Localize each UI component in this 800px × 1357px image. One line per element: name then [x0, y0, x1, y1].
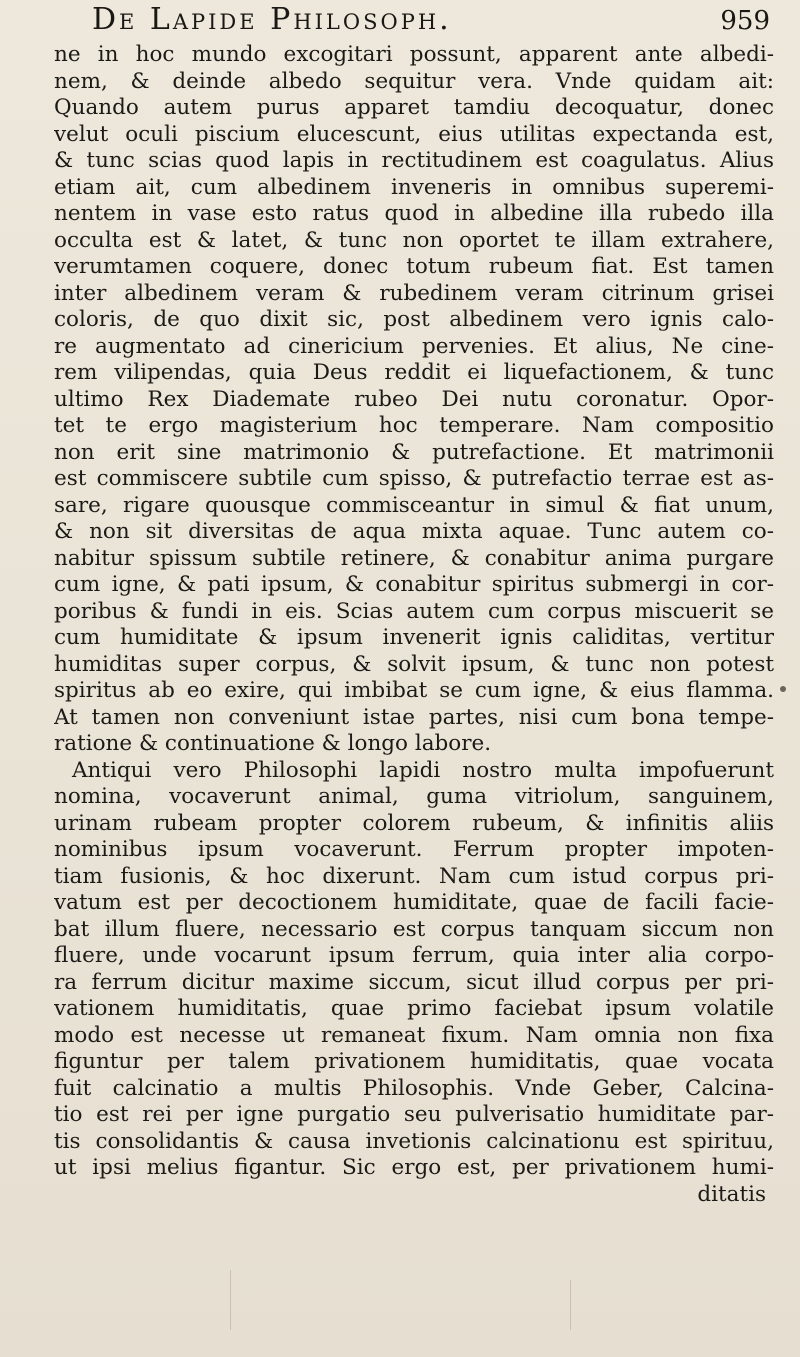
text-line: nem, & deinde albedo sequitur vera. Vnde quidam ait: [54, 68, 774, 94]
text-line: non erit sine matrimonio & putrefactione. Et matrimonii [54, 439, 774, 465]
text-line: velut oculi piscium elucescunt, eius utilitas expectanda est, [54, 121, 774, 147]
text-line: tis consolidantis & causa invetionis calcinationu est spirituu, [54, 1128, 774, 1154]
text-line: modo est necesse ut remaneat fixum. Nam omnia non fixa [54, 1022, 774, 1048]
text-line: est commiscere subtile cum spisso, & putrefactio terrae est as- [54, 466, 774, 491]
paper-mark [230, 1270, 231, 1330]
text-line: tio est rei per igne purgatio seu pulverisatio humiditate par- [54, 1102, 774, 1127]
text-line: etiam ait, cum albedinem inveneris in omnibus superemi- [54, 174, 774, 200]
page-header [60, 2, 770, 42]
text-line: humiditas super corpus, & solvit ipsum, & tunc non potest [54, 651, 774, 677]
text-line: vatum est per decoctionem humiditate, quae de facili facie- [54, 890, 774, 915]
running-title: De Lapide Philosoph. [92, 2, 452, 37]
text-line: tiam fusionis, & hoc dixerunt. Nam cum istud corpus pri- [54, 863, 774, 889]
text-line: occulta est & latet, & tunc non oportet te illam extrahere, [54, 227, 774, 253]
text-line: & tunc scias quod lapis in rectitudinem est coagulatus. Alius [54, 148, 774, 173]
text-line: fuit calcinatio a multis Philosophis. Vnde Geber, Calcina- [54, 1075, 774, 1101]
text-line: fluere, unde vocarunt ipsum ferrum, quia inter alia corpo- [54, 943, 774, 968]
text-line: ne in hoc mundo excogitari possunt, apparent ante albedi- [54, 42, 774, 67]
text-line: spiritus ab eo exire, qui imbibat se cum igne, & eius flamma. [54, 678, 774, 703]
text-line: nabitur spissum subtile retinere, & conabitur anima purgare [54, 545, 774, 571]
text-line: cum humiditate & ipsum invenerit ignis caliditas, vertitur [54, 625, 774, 650]
paragraph-start-line: Antiqui vero Philosophi lapidi nostro multa impofuerunt [72, 757, 774, 783]
margin-dot [780, 686, 786, 692]
catchword: ditatis [697, 1181, 766, 1207]
text-line: verumtamen coquere, donec totum rubeum fiat. Est tamen [54, 254, 774, 279]
text-line: At tamen non conveniunt istae partes, nisi cum bona tempe- [54, 704, 774, 730]
text-line: urinam rubeam propter colorem rubeum, & infinitis aliis [54, 810, 774, 836]
text-line: poribus & fundi in eis. Scias autem cum corpus miscuerit se [54, 598, 774, 624]
text-line: ut ipsi melius figantur. Sic ergo est, per privationem humi- [54, 1155, 774, 1180]
paper-mark [570, 1280, 571, 1330]
text-line: nentem in vase esto ratus quod in albedine illa rubedo illa [54, 201, 774, 226]
text-line: nomina, vocaverunt animal, guma vitriolum, sanguinem, [54, 784, 774, 809]
body-text [54, 42, 774, 1208]
text-line: cum igne, & pati ipsum, & conabitur spiritus submergi in cor- [54, 572, 774, 597]
text-line: ultimo Rex Diademate rubeo Dei nutu coronatur. Opor- [54, 386, 774, 412]
text-line: vationem humiditatis, quae primo faciebat ipsum volatile [54, 996, 774, 1021]
text-line: sare, rigare quousque commisceantur in simul & fiat unum, [54, 492, 774, 518]
text-line: rem vilipendas, quia Deus reddit ei liquefactionem, & tunc [54, 360, 774, 385]
page-number: 959 [720, 6, 770, 36]
text-line: ratione & continuatione & longo labore. [54, 731, 492, 756]
text-line: Quando autem purus apparet tamdiu decoquatur, donec [54, 95, 774, 120]
text-line: bat illum fluere, necessario est corpus tanquam siccum non [54, 916, 774, 942]
text-line: figuntur per talem privationem humiditatis, quae vocata [54, 1049, 774, 1074]
text-line: tet te ergo magisterium hoc temperare. Nam compositio [54, 413, 774, 438]
text-line: & non sit diversitas de aqua mixta aquae. Tunc autem co- [54, 519, 774, 544]
text-line: coloris, de quo dixit sic, post albedinem vero ignis calo- [54, 307, 774, 332]
text-line: re augmentato ad cinericium pervenies. Et alius, Ne cine- [54, 333, 774, 359]
text-line: nominibus ipsum vocaverunt. Ferrum propter impoten- [54, 837, 774, 862]
text-line: ra ferrum dicitur maxime siccum, sicut illud corpus per pri- [54, 969, 774, 995]
text-line: inter albedinem veram & rubedinem veram citrinum grisei [54, 280, 774, 306]
